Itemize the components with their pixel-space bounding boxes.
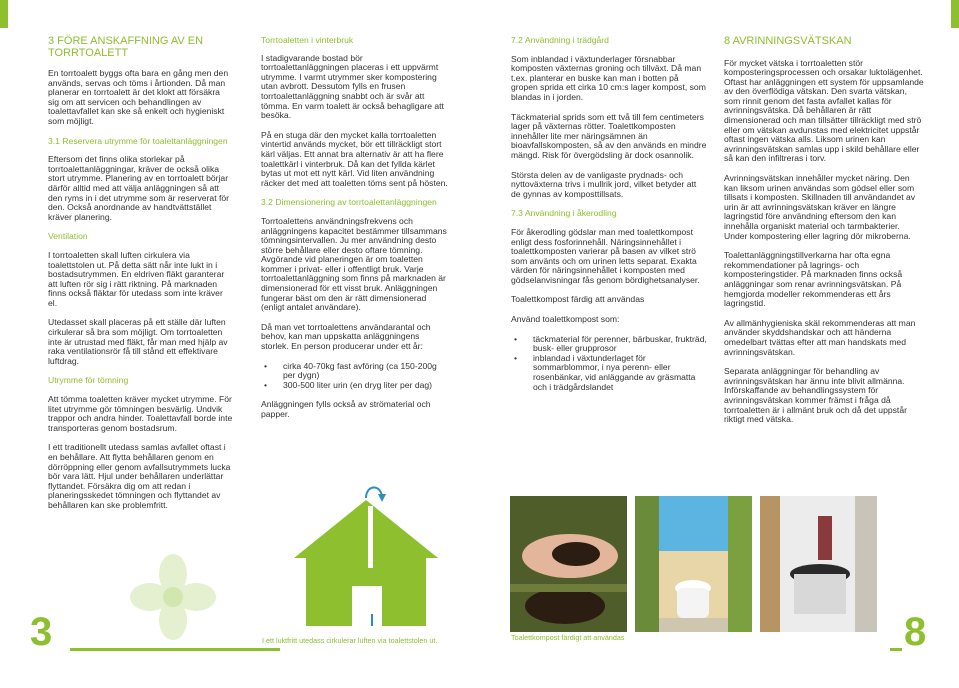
chapter-heading: 8 AVRINNINGSVÄTSKAN xyxy=(724,35,852,47)
paragraph: För mycket vätska i torrtoaletten stör komposteringsprocessen och orsakar luktolägenhet. Oftast har anläggningen ett system för uppsamlande av den överflödiga vätskan. Den svarta vätskan, som rinnit genom det fasta avfallet kallas för avrinningsvätska. Då behållaren är rätt dimensionerad och man tillsätter tillräckligt med strö eller om vätskan avdunstas med elektricitet uppstår oftast ingen vätska alls. Liksom urinen kan avrinningsvätskan samlas upp i skild behållare eller så kan den infiltreras i torv. xyxy=(724,57,924,164)
column-2 xyxy=(261,36,448,430)
paragraph: Toalettanläggningstillverkarna har ofta egna rekommendationer på lagrings- och komposteringstider. På marknaden finns också anläggningar som renar avrinningsvätskan. På hemgjorda modeller rekommenderas ett års lagringstid. xyxy=(724,250,903,309)
section-heading: 7.3 Användning i åkerodling xyxy=(511,208,617,219)
paragraph: Utedasset skall placeras på ett ställe där luften cirkulerar så bra som möjligt. Om torrtoaletten inte är utrustad med fläkt, får man med hjälp av raka ventilationsrör få till stånd ett effektivare luftdrag. xyxy=(48,317,228,366)
toilet-beach-photo xyxy=(635,496,752,632)
page-number-bar-right xyxy=(890,648,902,651)
bullet-list xyxy=(511,335,707,393)
paragraph: I stadigvarande bostad bör torrtoalettanläggningen placeras i ett uppvärmt utrymme. I varmt utrymmer sker kompostering utan avbrott. Dessutom fylls en frusen torrtoalettanläggning snabbt och är svår att tömma. En varm toalett är också behagligare att besöka. xyxy=(261,52,444,121)
paragraph: I ett traditionellt utedass samlas avfallet oftast i en behållare. Att flytta behållaren genom en dörröppning eller genom avfallsutrymmets lucka bör vara lätt. Hjul under behållaren underlättar flyttandet. Försäkra dig om att redan i planeringsskedet tömningen och flyttandet av behållaren kan ske problemfritt. xyxy=(48,442,231,510)
list-item: • 300-500 liter urin (en dryg liter per dag) xyxy=(261,381,448,391)
section-heading: Ventilation xyxy=(48,231,88,242)
column-4 xyxy=(724,36,924,435)
paragraph: Täckmaterial sprids som ett två till fem centimeters lager på växternas rötter. Toalettkomposten innehåller lite mer näringsämnen än bioavfallskomposten, så av den används en mindre mängd. Risk för övergödsling är dock osannolik. xyxy=(511,111,707,160)
column-1 xyxy=(48,36,233,521)
page-number-right: 8 xyxy=(904,610,927,654)
chapter-heading: 3 FÖRE ANSKAFFNING AV EN TORRTOALETT xyxy=(48,35,204,59)
list-item: • cirka 40-70kg fast avföring (ca 150-200g per dygn) xyxy=(261,362,448,381)
paragraph: Av allmänhygieniska skäl rekommenderas att man använder skyddshandskar och att händerna omedelbart tvättas efter att man handskats med avrinningsvätskan. xyxy=(724,317,916,357)
ventilated-outhouse-illustration xyxy=(292,476,440,628)
toilet-interior-photo xyxy=(760,496,877,632)
paragraph: Använd toalettkompost som: xyxy=(511,314,620,325)
flower-decoration xyxy=(128,552,218,642)
list-item: • täckmaterial för perenner, bärbuskar, frukträd, busk- eller grupprosor xyxy=(511,335,707,354)
paragraph: Då man vet torrtoalettens användarantal och behov, kan man uppskatta anläggningens storlek. En person producerar under ett år: xyxy=(261,321,431,352)
list-item: • inblandad i växtunderlaget för sommarblommor, i nya perenn- eller rosenbänkar, vid anläggande av gräsmatta och i trädgårdslandet xyxy=(511,354,707,392)
corner-bar-right xyxy=(951,0,959,28)
section-heading: Torrtoaletten i vinterbruk xyxy=(261,35,354,45)
paragraph: Att tömma toaletten kräver mycket utrymme. För litet utrymme gör tömningen besvärlig. Undvik trappor och andra hinder. Toalettavfall borde inte transporteras genom bostadsrum. xyxy=(48,394,233,433)
paragraph: På en stuga där den mycket kalla torrtoaletten vintertid används mycket, bör ett tillräckligt stort kärl väljas. Ett annat bra alternativ är att ha flere toalettkärl i vinterbruk. Då kan det fyllda kärlet bytas ut mot ett nytt kärl. Vid liten användning räcker det med att toaletten töms sent på hösten. xyxy=(261,129,448,188)
section-heading: Utrymme för tömning xyxy=(48,375,129,386)
paragraph: Största delen av de vanligaste prydnads- och nyttoväxterna trivs i mullrik jord, vilket betyder att de gynnas av komposttillsats. xyxy=(511,169,697,199)
page-number-bar-left xyxy=(70,648,280,651)
paragraph: Avrinningsvätskan innehåller mycket näring. Den kan liksom urinen användas som gödsel eller som tillsats i komposten. Skillnaden till användandet av urin är att avrinningsvätskan kräver en längre lagringstid före användning eftersom den kan innehålla organiskt material och tarmbakterier. Under kompostering eller lagring dör mikroberna. xyxy=(724,173,916,241)
page-number-left: 3 xyxy=(30,610,53,654)
paragraph: Separata anläggningar för behandling av avrinningsvätskan har ännu inte blivit allmänna. Införskaffande av behandlingssystem för avrinningsvätskan kommer främst i fråga då torrtoaletten är i allmänt bruk och då det uppstår riktigt med vätska. xyxy=(724,366,907,425)
corner-bar-left xyxy=(0,0,8,28)
section-heading: 7.2 Användning i trädgård xyxy=(511,35,609,45)
section-heading: 3.1 Reservera utrymme för toalettanläggningen xyxy=(48,135,228,146)
paragraph: I torrtoaletten skall luften cirkulera via toalettstolen ut. På detta sätt når inte lukt in i bostadsutrymmen. En eldriven fläkt garanterar att luften rör sig i rätt riktning. På marknaden finns också fläktar för utedass som inte kräver el. xyxy=(48,249,225,308)
compost-photo xyxy=(510,496,627,632)
paragraph: Torrtoalettens användningsfrekvens och anläggningens kapacitet bestämmer tillsammans tömningsintervallen. Ju mer användning desto större behållare eller desto oftare tömning. Avgörande vid planeringen är om toaletten kommer i privat- eller i offentligt bruk. Varje torrtoalettanläggning som finns på marknaden är dimensionerad för ett visst bruk. Anläggningen fungerar bäst om den är rätt dimensionerad (enligt antalet användare). xyxy=(261,215,447,313)
paragraph: Anläggningen fylls också av strömaterial och papper. xyxy=(261,399,431,419)
section-heading: 3.2 Dimensionering av torrtoalettanläggningen xyxy=(261,197,437,208)
paragraph: Som inblandad i växtunderlager försnabbar komposten växternas groning och tillväxt. Då man t.ex. planterar en buske kan man i botten på gropen sprida ett cirka 10 cm:s lager kompost, som blandas in i jorden. xyxy=(511,53,706,102)
paragraph: En torrtoalett byggs ofta bara en gång men den används, servas och töms i årtionden. Då man planerar en torrtoalett är det klokt att försäkra sig om att servicen och behandlingen av toalettavfallet kan ske så enkelt och hygieniskt som möjligt. xyxy=(48,68,229,126)
figure-caption: Toalettkompost färdigt att användas xyxy=(511,633,625,642)
paragraph: Toalettkompost färdig att användas xyxy=(511,294,645,305)
paragraph: För åkerodling gödslar man med toalettkompost enligt dess fosforinnehåll. Näringsinnehållet i toalettkomposten varierar på basen av vilket strö som använts och om urinen letts separat. Exakta värden för näringsinnehållet i komposten med gödselanvisningar fås genom bördighetsanalyser. xyxy=(511,226,700,285)
paragraph: Eftersom det finns olika storlekar på torrtoalettanläggningar, kräver de också olika stort utrymme. Planering av en torrtoalett börjar därför alltid med att välja anläggningen så att den ryms in i det utrymme som är reserverat för den. Också anordnande av handtvättstället kräver planering. xyxy=(48,154,229,222)
bullet-list xyxy=(261,362,448,391)
figure-caption: I ett luktfritt utedass cirkulerar luften via toalettstolen ut. xyxy=(262,636,438,645)
column-3 xyxy=(511,36,707,402)
